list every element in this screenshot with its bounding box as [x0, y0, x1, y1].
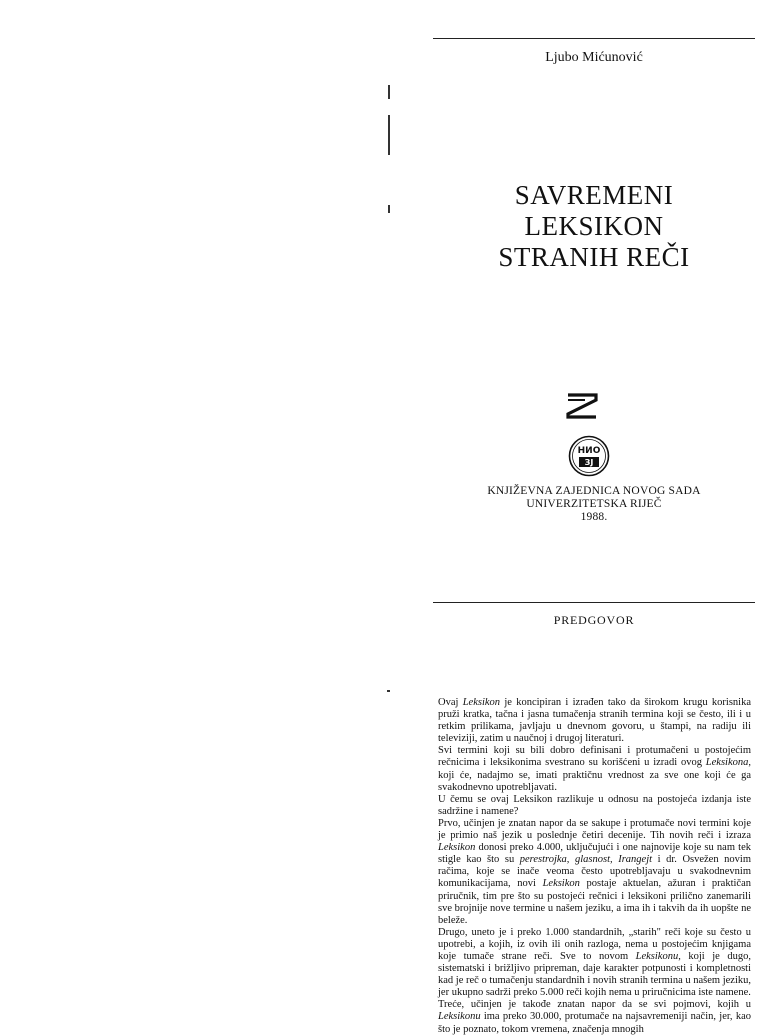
preface-text-run: Prvo, učinjen je znatan napor da se sakupe i protumače novi termini koje je primio naš jezik u poslednje četiri decenije. Tih novih reči i izraza [438, 817, 751, 842]
preface-text-run: postaje aktuelan, ažuran i praktičan priručnik, tim pre što su postojeći rečnici i leksikoni prilično zanemarili sve brojnije nove termine u našem jeziku, a ima ih i takvih da ih uopšte ne beleže. [438, 878, 751, 926]
preface-text-run: Treće, učinjen je takođe znatan napor da se svi pojmovi, kojih u [438, 999, 751, 1011]
preface-text-run: U čemu se ovaj Leksikon razlikuje u odnosu na postojeća izdanja iste sadržine i namene? [438, 793, 751, 817]
title-line: SAVREMENI [514, 180, 674, 210]
preface-text-run: je koncipiran i izrađen tako da širokom krugu korisnika pruži kratka, tačna i jasna tumačenja stranih termina koji se često, ili i u retkim prilikama, javljaju u dnevnom govoru, u štampi, na radiju ili televiziji, zatim u naučnoj i drugoj literaturi. [438, 697, 751, 745]
preface-paragraph [438, 794, 751, 818]
preface-text-run: i dr. Osvežen novim račima, koje se inače veoma često upotrebljavaju u svakodnevnim komunikacijama, novi [438, 854, 751, 890]
author-name: Ljubo Mićunović [545, 50, 643, 65]
publication-year: 1988. [580, 511, 608, 523]
preface-text-run: Drugo, uneto je i preko 1.000 standardnih, „starih" reči koje su često u upotrebi, a kojih, iz ovih ili onih razloga, nema u postojećim knjigama koje tumače strane reči. Sve to novom [438, 926, 751, 962]
preface-text-run: Svi termini koji su bili dobro definisani i protumačeni u postojećim rečnicima i leksikonima svestrano su korišćeni u izradi ovog [438, 745, 751, 769]
publisher-imprint: UNIVERZITETSKA RIJEČ [526, 498, 662, 510]
preface-text-run: Leksikon [462, 697, 501, 708]
svg-text:НИО: НИО [577, 446, 601, 456]
preface-text-run: Leksikon [542, 878, 580, 890]
title-line: LEKSIKON [524, 211, 664, 241]
preface-paragraph [438, 999, 751, 1035]
preface-text-run: Leksikonu [635, 950, 679, 962]
preface-paragraph [438, 697, 751, 745]
preface-paragraph [438, 818, 751, 927]
preface-body [438, 697, 751, 1036]
title-line: STRANIH REČI [498, 242, 690, 272]
preface-text-run: donosi preko 4.000, uključujući i one najnovije koje su nam tek stigle kao što su [438, 842, 751, 866]
preface-text-run: ima preko 30.000, protumače na najsavremeniji način, jer, kao što je poznato, tokom vremena, značenja mnogih [438, 1011, 751, 1035]
book-title [433, 180, 755, 273]
mid-rule [433, 602, 755, 603]
publisher-emblem [568, 435, 610, 477]
preface-heading: PREDGOVOR [553, 613, 635, 627]
preface-text-run: , koji je dugo, sistematski i brižljivo pripreman, daje karakter potpunosti i kompletnosti kad je reč o tumačenju standardnih i novih stranih termina u našem jeziku, jer ukupno sadrži preko 5.000 reči kojih nema u priručnicima iste namene. [438, 950, 751, 999]
publisher-z-logo-icon [565, 392, 599, 420]
preface-text-run: perestrojka, glasnost, Irangejt [519, 854, 653, 866]
preface-paragraph [438, 927, 751, 1000]
preface-text-run: Ovaj [438, 697, 463, 708]
preface-text-run: Leksikona [705, 757, 749, 769]
top-rule [433, 38, 755, 39]
preface-paragraph [438, 745, 751, 793]
preface-text-run: , koji će, nadajmo se, imati praktičnu vrednost za sve one koji će ga svakodnevno upotrebljavati. [438, 757, 751, 793]
publisher-block [433, 485, 755, 524]
preface-text-run: Leksikonu [438, 1011, 481, 1023]
publisher-name: KNJIŽEVNA ZAJEDNICA NOVOG SADA [487, 485, 701, 497]
svg-text:ЗЈ: ЗЈ [584, 458, 594, 467]
preface-text-run: Leksikon [438, 842, 476, 854]
